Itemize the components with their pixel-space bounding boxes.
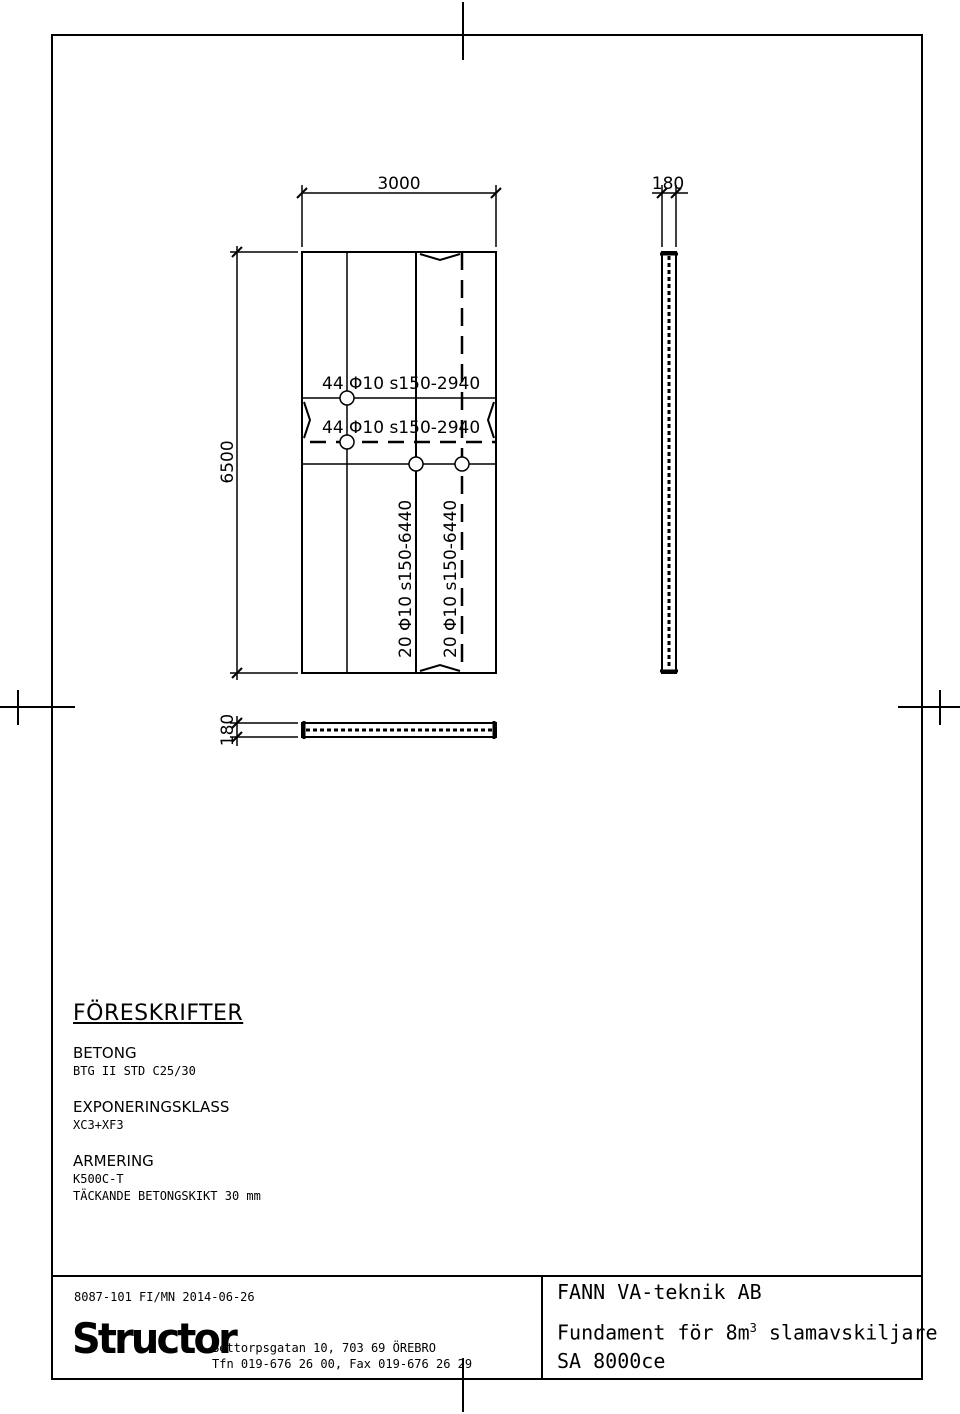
notes-section-concrete <box>73 1044 473 1080</box>
notes-heading: FÖRESKRIFTER <box>73 1001 244 1026</box>
dim-text-side-thickness: 180 <box>651 174 685 194</box>
notes-label: ARMERING <box>73 1152 154 1170</box>
rebar-hook-vertical-bottom <box>420 665 460 671</box>
drawing-title-superscript: 3 <box>749 1321 757 1335</box>
rebar-label-vertical-left: 20 Φ10 s150-6440 <box>396 499 416 658</box>
notes-label: EXPONERINGSKLASS <box>73 1098 230 1116</box>
title-block-info <box>557 1278 938 1375</box>
notes-value: K500C-T <box>73 1172 124 1186</box>
drawing-title-suffix: slamavskiljare <box>756 1320 938 1345</box>
drawing-reference: 8087-101 FI/MN 2014-06-26 <box>74 1290 255 1304</box>
drawing-title-prefix: Fundament för 8m <box>557 1320 750 1345</box>
specifications-notes <box>73 1001 473 1223</box>
rebar-label-horizontal-top: 44 Φ10 s150-2940 <box>322 374 481 394</box>
client-name: FANN VA-teknik AB <box>557 1280 762 1304</box>
notes-value: TÄCKANDE BETONGSKIKT 30 mm <box>73 1189 261 1203</box>
notes-section-exposure <box>73 1098 473 1134</box>
notes-value: BTG II STD C25/30 <box>73 1064 196 1078</box>
product-model: SA 8000ce <box>557 1348 666 1373</box>
rebar-marker <box>409 457 423 471</box>
rebar-label-horizontal-bottom: 44 Φ10 s150-2940 <box>322 418 481 438</box>
notes-value: XC3+XF3 <box>73 1118 124 1132</box>
phone-fax-line: Tfn 019-676 26 00, Fax 019-676 26 29 <box>212 1357 473 1371</box>
address-line: Bettorpsgatan 10, 703 69 ÖREBRO <box>212 1341 436 1355</box>
notes-label: BETONG <box>73 1044 137 1062</box>
drawing-title <box>557 1314 938 1347</box>
rebar-label-vertical-right: 20 Φ10 s150-6440 <box>441 499 461 658</box>
dim-text-bottom-thickness: 180 <box>218 713 238 747</box>
rebar-hook-vertical-top <box>420 254 460 260</box>
company-address <box>212 1340 472 1372</box>
rebar-hook-top-right <box>488 402 494 438</box>
dim-text-height: 6500 <box>218 440 238 484</box>
rebar-marker <box>455 457 469 471</box>
rebar-hook-top-left <box>304 402 310 438</box>
company-logo: Structor <box>72 1314 235 1363</box>
notes-section-reinforcement <box>73 1152 473 1205</box>
dim-text-width: 3000 <box>377 174 421 194</box>
